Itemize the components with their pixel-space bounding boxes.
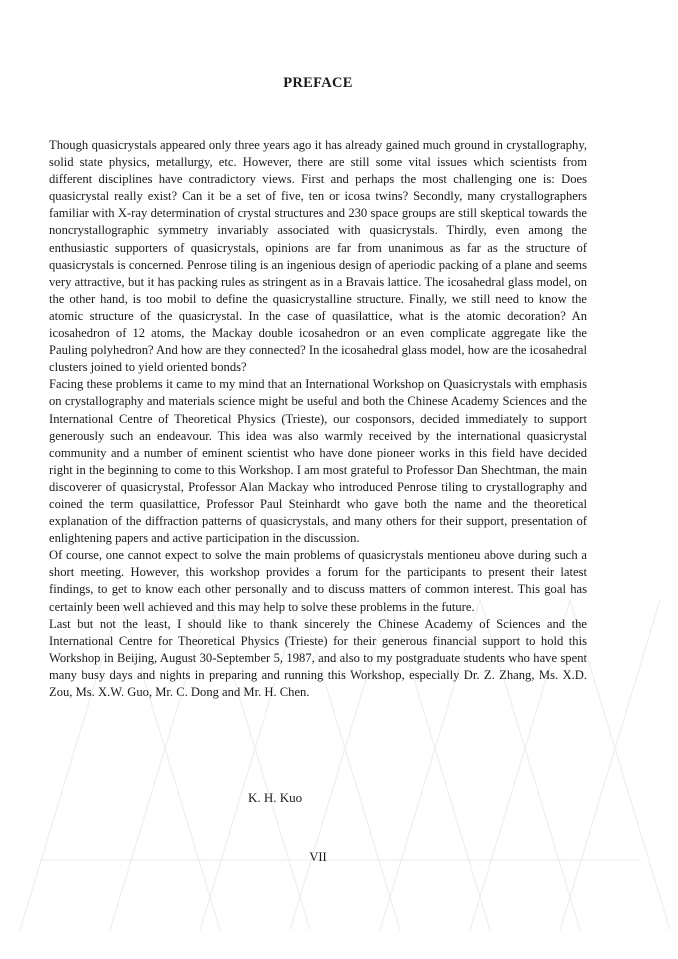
paragraph: Of course, one cannot expect to solve the main problems of quasicrystals mentioneu above during such a short meeting. However, this workshop provides a forum for the participants to present their latest findings, to get to know each other personally and to discuss matters of common interest. This goal has certainly been well achieved and this may help to solve these problems in the future.: [49, 548, 587, 614]
page-title: PREFACE: [283, 75, 353, 91]
page-number: VII: [309, 850, 327, 864]
preface-body: [49, 137, 587, 701]
author-signature: K. H. Kuo: [248, 790, 303, 805]
paragraph: Last but not the least, I should like to thank sincerely the Chinese Academy of Sciences and the International Centre for Theoretical Physics (Trieste) for their generous financial support to hold this Workshop in Beijing, August 30-September 5, 1987, and also to my postgraduate students who have spent many busy days and nights in preparing and running this Workshop, especially Dr. Z. Zhang, Ms. X.D. Zou, Ms. X.W. Guo, Mr. C. Dong and Mr. H. Chen.: [49, 616, 587, 699]
paragraph: Though quasicrystals appeared only three years ago it has already gained much ground in crystallography, solid state physics, metallurgy, etc. However, there are still some vital issues which scientists from different disciplines have contradictory views. First and perhaps the most challenging one is: Does quasicrystal really exist? Can it be a set of five, ten or icosa twins? Secondly, many crystallographers familiar with X-ray determination of crystal structures and 230 space groups are still skeptical towards the noncrystallographic symmetry invariably associated with quasicrystals. Thirdly, even among the enthusiastic supporters of quasicrystals, opinions are far from unanimous as far as the structure of quasicrystals is concerned. Penrose tiling is an ingenious design of aperiodic packing of a plane and seems very attractive, but it has packing rules as stringent as in a Bravais lattice. The icosahedral glass model, on the other hand, is too mobil to define the quasicrystalline structure. Finally, we still need to know the atomic structure of the quasicrystal. In the case of quasilattice, what is the atomic decoration? An icosahedron of 12 atoms, the Mackay double icosahedron or an even complicate aggregate like the Pauling polyhedron? And how are they connected? In the icosahedral glass model, how are the icosahedral clusters joined to yield oriented bonds?: [49, 138, 587, 375]
paragraph: Facing these problems it came to my mind that an International Workshop on Quasicrystals with emphasis on crystallography and materials science might be useful and both the Chinese Academy Sciences and the International Centre of Theoretical Physics (Trieste), our cosponsors, decided immediately to support generously such an endeavour. This idea was also warmly received by the international quasicrystal community and a number of eminent scientist who have done pioneer works in this field have decided right in the beginning to come to this Workshop. I am most grateful to Professor Dan Shechtman, the main discoverer of quasicrystal, Professor Alan Mackay who introduced Penrose tiling to crystallography and coined the term quasilattice, Professor Paul Steinhardt who gave both the name and the theoretical explanation of the diffraction patterns of quasicrystals, and many others for their support, presentation of enlightening papers and active participation in the discussion.: [49, 377, 587, 546]
